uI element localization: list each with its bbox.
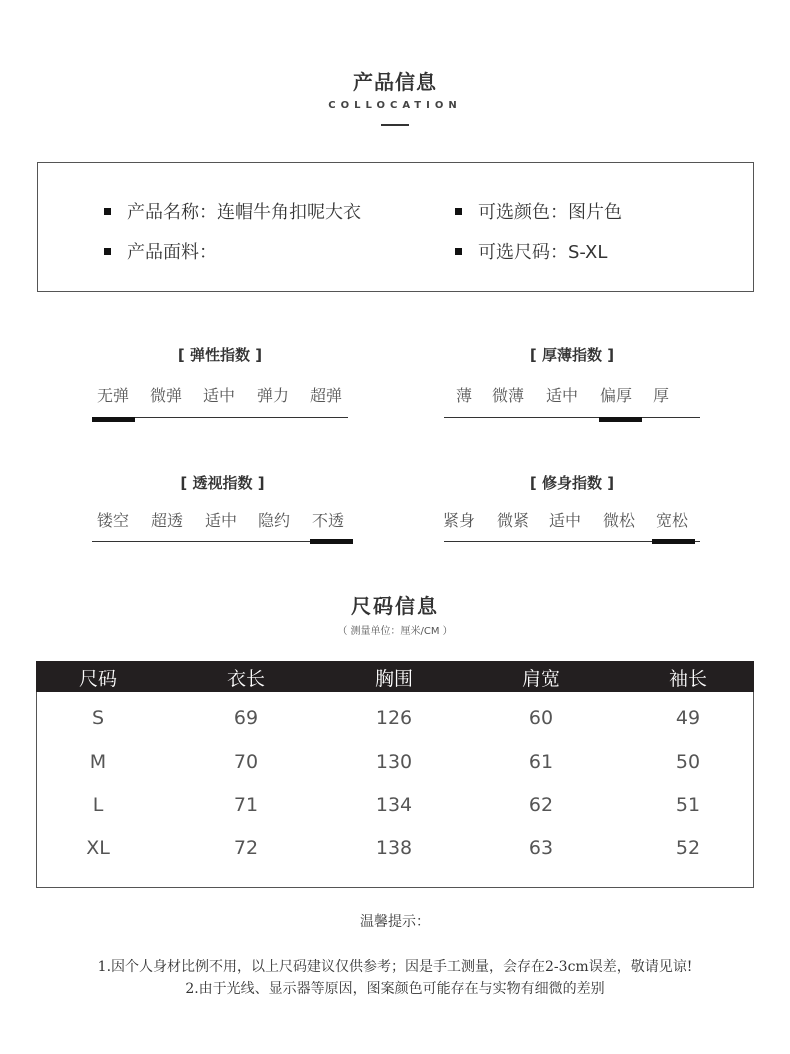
transparency-option: 不透 [312, 511, 345, 530]
elasticity-option: 弹力 [257, 386, 290, 405]
size-table-cell: XL [86, 837, 110, 859]
product-name-text: 产品名称：连帽牛角扣呢大衣 [127, 202, 361, 223]
product-info-box [37, 162, 754, 292]
size-unit-note: （ 测量单位：厘米/CM ） [337, 626, 453, 637]
product-color-item [455, 198, 622, 224]
transparency-index-title: [ 透视指数 ] [180, 474, 265, 492]
size-table-cell: 70 [233, 751, 259, 773]
size-section-title: 尺码信息 [351, 594, 439, 618]
transparency-option: 隐约 [258, 511, 291, 530]
thickness-index-title: [ 厚薄指数 ] [529, 346, 615, 364]
fit-index-title: [ 修身指数 ] [529, 474, 615, 492]
size-table-cell: M [89, 751, 107, 773]
transparency-option: 适中 [205, 511, 238, 530]
product-size-text: 可选尺码：S-XL [478, 242, 608, 263]
size-table-cell: 51 [675, 794, 701, 816]
size-table-header-cell: 肩宽 [521, 668, 560, 690]
size-table-cell: 134 [375, 794, 413, 816]
size-table-cell: 138 [375, 837, 413, 859]
page-title: 产品信息 [353, 70, 437, 94]
size-table-cell: 130 [375, 751, 413, 773]
size-table-cell: L [92, 794, 104, 816]
size-table-cell: 69 [233, 707, 259, 729]
fit-option: 微松 [603, 511, 636, 530]
transparency-selected-marker [310, 539, 353, 544]
size-table-cell: 63 [528, 837, 554, 859]
size-table-cell: 49 [675, 707, 701, 729]
fit-option: 适中 [549, 511, 582, 530]
bullet-icon [455, 248, 462, 255]
size-table-header-cell: 衣长 [226, 668, 265, 690]
elasticity-option: 微弹 [150, 386, 183, 405]
size-table-header-cell: 尺码 [78, 668, 117, 690]
elasticity-option: 适中 [203, 386, 236, 405]
tip-line-2: 2.由于光线、显示器等原因，图案颜色可能存在与实物有细微的差别 [185, 981, 605, 997]
bullet-icon [455, 208, 462, 215]
size-table-cell: 126 [375, 707, 413, 729]
thickness-selected-marker [599, 417, 642, 422]
fit-selected-marker [652, 539, 695, 544]
size-table-cell: 72 [233, 837, 259, 859]
size-table-cell: 50 [675, 751, 701, 773]
bullet-icon [104, 248, 111, 255]
elasticity-selected-marker [92, 417, 135, 422]
size-table-cell: 61 [528, 751, 554, 773]
fit-option: 微紧 [497, 511, 530, 530]
fit-option: 紧身 [443, 511, 476, 530]
size-table-header-cell: 胸围 [374, 668, 413, 690]
product-color-text: 可选颜色：图片色 [478, 202, 622, 223]
size-table-header-cell: 袖长 [668, 668, 707, 690]
thickness-scale-line [444, 417, 700, 418]
fit-option: 宽松 [656, 511, 689, 530]
elasticity-index-title: [ 弹性指数 ] [177, 346, 263, 364]
title-divider [381, 124, 409, 126]
thickness-option: 薄 [456, 386, 473, 405]
size-table-cell: S [91, 707, 105, 729]
tip-line-1: 1.因个人身材比例不用，以上尺码建议仅供参考；因是手工测量，会存在2-3cm误差，敬请见谅! [97, 959, 693, 975]
page-subtitle: COLLOCATION [328, 100, 462, 111]
thickness-option: 厚 [653, 386, 670, 405]
bullet-icon [104, 208, 111, 215]
product-name-item [104, 198, 361, 224]
product-size-item [455, 238, 607, 264]
thickness-option: 微薄 [492, 386, 525, 405]
tips-title: 温馨提示： [360, 914, 430, 930]
elasticity-option: 超弹 [310, 386, 343, 405]
size-table-cell: 71 [233, 794, 259, 816]
product-fabric-item [104, 238, 217, 264]
thickness-option: 适中 [546, 386, 579, 405]
elasticity-option: 无弹 [97, 386, 130, 405]
transparency-option: 超透 [151, 511, 184, 530]
size-table-cell: 60 [528, 707, 554, 729]
transparency-option: 镂空 [97, 511, 130, 530]
product-fabric-text: 产品面料： [127, 242, 217, 263]
size-table-cell: 62 [528, 794, 554, 816]
size-table-cell: 52 [675, 837, 701, 859]
thickness-option: 偏厚 [600, 386, 633, 405]
